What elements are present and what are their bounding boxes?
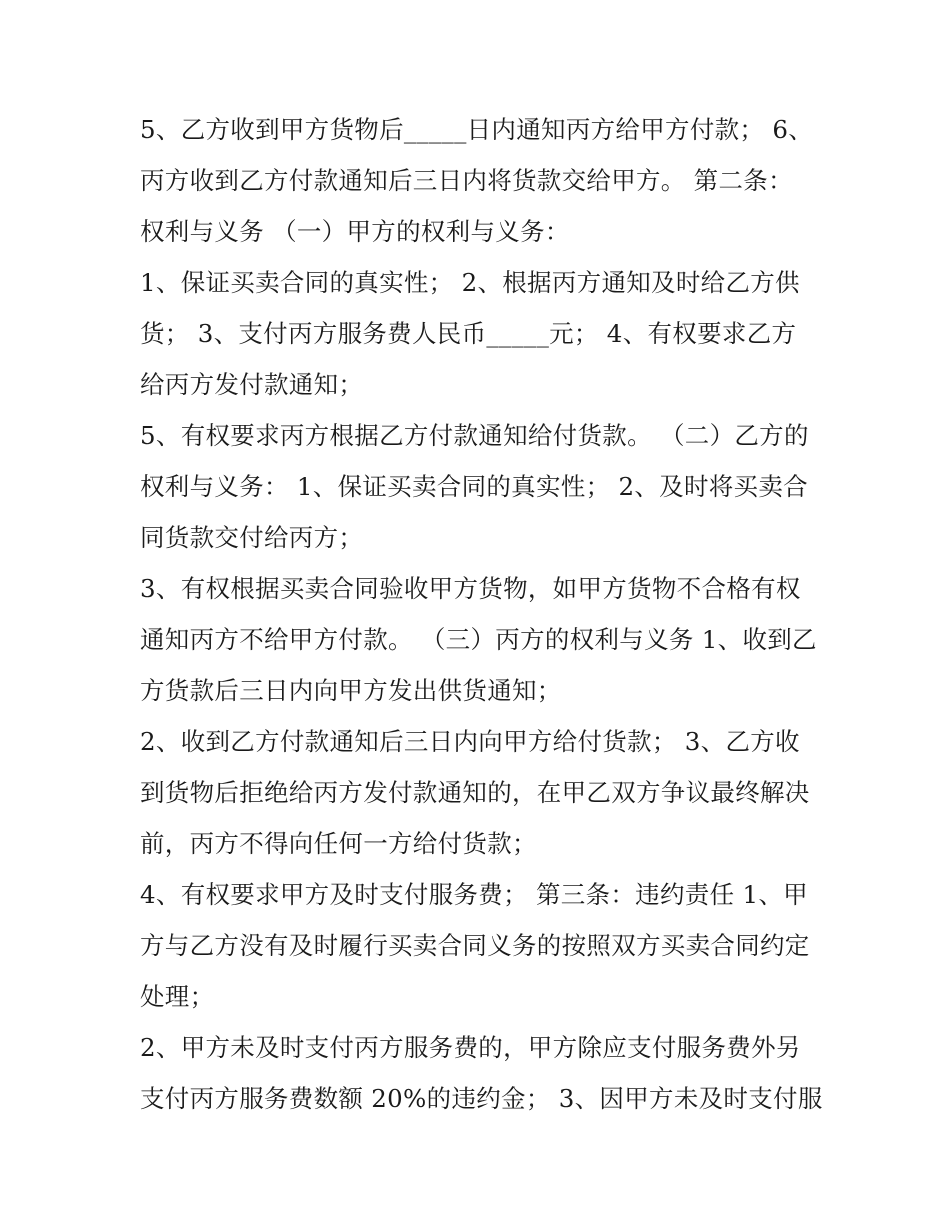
text-line: 4、有权要求甲方及时支付服务费； 第三条：违约责任 1、甲 bbox=[140, 880, 808, 909]
text-line: 通知丙方不给甲方付款。 （三）丙方的权利与义务 1、收到乙 bbox=[140, 625, 817, 654]
text-line: 同货款交付给丙方； bbox=[140, 523, 364, 552]
text-line: 方与乙方没有及时履行买卖合同义务的按照双方买卖合同约定 bbox=[140, 931, 810, 960]
text-line: 2、收到乙方付款通知后三日内向甲方给付货款； 3、乙方收 bbox=[140, 727, 800, 756]
text-line: 前，丙方不得向任何一方给付货款； bbox=[140, 829, 537, 858]
text-line: 处理； bbox=[140, 982, 215, 1011]
text-line: 货； 3、支付丙方服务费人民币_____元； 4、有权要求乙方 bbox=[140, 319, 797, 348]
text-line: 给丙方发付款通知； bbox=[140, 370, 364, 399]
text-line: 5、有权要求丙方根据乙方付款通知给付货款。 （二）乙方的 bbox=[140, 421, 809, 450]
text-line: 支付丙方服务费数额 20%的违约金； 3、因甲方未及时支付服 bbox=[140, 1084, 823, 1113]
text-line: 权利与义务 （一）甲方的权利与义务： bbox=[140, 217, 570, 246]
text-line: 方货款后三日内向甲方发出供货通知； bbox=[140, 676, 562, 705]
text-line: 丙方收到乙方付款通知后三日内将货款交给甲方。 第二条： bbox=[140, 166, 793, 195]
text-line: 3、有权根据买卖合同验收甲方货物，如甲方货物不合格有权 bbox=[140, 574, 801, 603]
text-line: 5、乙方收到甲方货物后_____日内通知丙方给甲方付款； 6、 bbox=[140, 115, 814, 144]
text-line: 到货物后拒绝给丙方发付款通知的，在甲乙双方争议最终解决 bbox=[140, 778, 810, 807]
contract-text bbox=[140, 108, 830, 1128]
text-line: 权利与义务： 1、保证买卖合同的真实性； 2、及时将买卖合 bbox=[140, 472, 808, 501]
text-line: 1、保证买卖合同的真实性； 2、根据丙方通知及时给乙方供 bbox=[140, 268, 800, 297]
text-line: 2、甲方未及时支付丙方服务费的，甲方除应支付服务费外另 bbox=[140, 1033, 801, 1062]
